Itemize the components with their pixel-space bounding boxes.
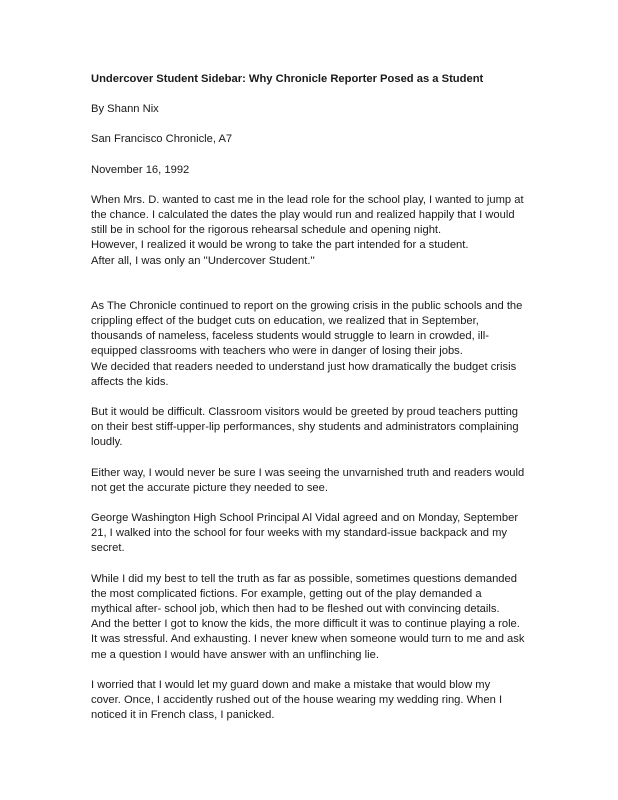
paragraph-4 bbox=[91, 466, 591, 496]
text-line: Either way, I would never be sure I was seeing the unvarnished truth and readers would bbox=[91, 466, 525, 479]
text-line: still be in school for the rigorous rehearsal schedule and opening night. bbox=[91, 224, 442, 237]
paragraph-5 bbox=[91, 511, 591, 557]
text-line: However, I realized it would be wrong to take the part intended for a student. bbox=[91, 239, 469, 252]
paragraph-2 bbox=[91, 299, 591, 390]
text-line: When Mrs. D. wanted to cast me in the lead role for the school play, I wanted to jump at bbox=[91, 193, 524, 206]
byline: By Shann Nix bbox=[91, 103, 159, 116]
text-line: But it would be difficult. Classroom visitors would be greeted by proud teachers putting bbox=[91, 406, 519, 419]
text-line: equipped classrooms with teachers who were in danger of losing their jobs. bbox=[91, 345, 463, 358]
text-line: loudly. bbox=[91, 436, 123, 449]
source-line: San Francisco Chronicle, A7 bbox=[91, 133, 233, 146]
text-line: the chance. I calculated the dates the play would run and realized happily that I would bbox=[91, 209, 515, 222]
text-line: secret. bbox=[91, 542, 125, 555]
text-line: thousands of nameless, faceless students would struggle to learn in crowded, ill- bbox=[91, 330, 489, 343]
text-line: the most complicated fictions. For example, getting out of the play demanded a bbox=[91, 587, 482, 600]
paragraph-7 bbox=[91, 678, 591, 724]
document-page bbox=[91, 72, 591, 739]
paragraph-3 bbox=[91, 405, 591, 451]
article-title: Undercover Student Sidebar: Why Chronicle Reporter Posed as a Student bbox=[91, 73, 484, 85]
text-line: noticed it in French class, I panicked. bbox=[91, 709, 275, 722]
text-line: While I did my best to tell the truth as far as possible, sometimes questions demanded bbox=[91, 572, 517, 585]
date-line: November 16, 1992 bbox=[91, 163, 190, 176]
text-line: 21, I walked into the school for four weeks with my standard-issue backpack and my bbox=[91, 527, 508, 540]
text-line: After all, I was only an ''Undercover Student.'' bbox=[91, 254, 315, 267]
text-line: I worried that I would let my guard down and make a mistake that would blow my bbox=[91, 678, 491, 691]
text-line: And the better I got to know the kids, the more difficult it was to continue playing a role. bbox=[91, 618, 520, 631]
text-line: affects the kids. bbox=[91, 375, 169, 388]
paragraph-1 bbox=[91, 193, 591, 269]
blank-line bbox=[91, 284, 591, 299]
text-line: It was stressful. And exhausting. I never knew when someone would turn to me and ask bbox=[91, 633, 525, 646]
text-line: cover. Once, I accidently rushed out of the house wearing my wedding ring. When I bbox=[91, 694, 503, 707]
text-line: George Washington High School Principal Al Vidal agreed and on Monday, September bbox=[91, 512, 519, 525]
text-line: not get the accurate picture they needed to see. bbox=[91, 481, 328, 494]
text-line: crippling effect of the budget cuts on education, we realized that in September, bbox=[91, 315, 479, 328]
paragraph-6 bbox=[91, 572, 591, 663]
text-line: mythical after- school job, which then had to be fleshed out with convincing details. bbox=[91, 603, 500, 616]
text-line: on their best stiff-upper-lip performances, shy students and administrators complaining bbox=[91, 421, 519, 434]
text-line: We decided that readers needed to understand just how dramatically the budget crisis bbox=[91, 360, 517, 373]
text-line: As The Chronicle continued to report on the growing crisis in the public schools and the bbox=[91, 299, 523, 312]
text-line: me a question I would have answer with an unflinching lie. bbox=[91, 648, 379, 661]
